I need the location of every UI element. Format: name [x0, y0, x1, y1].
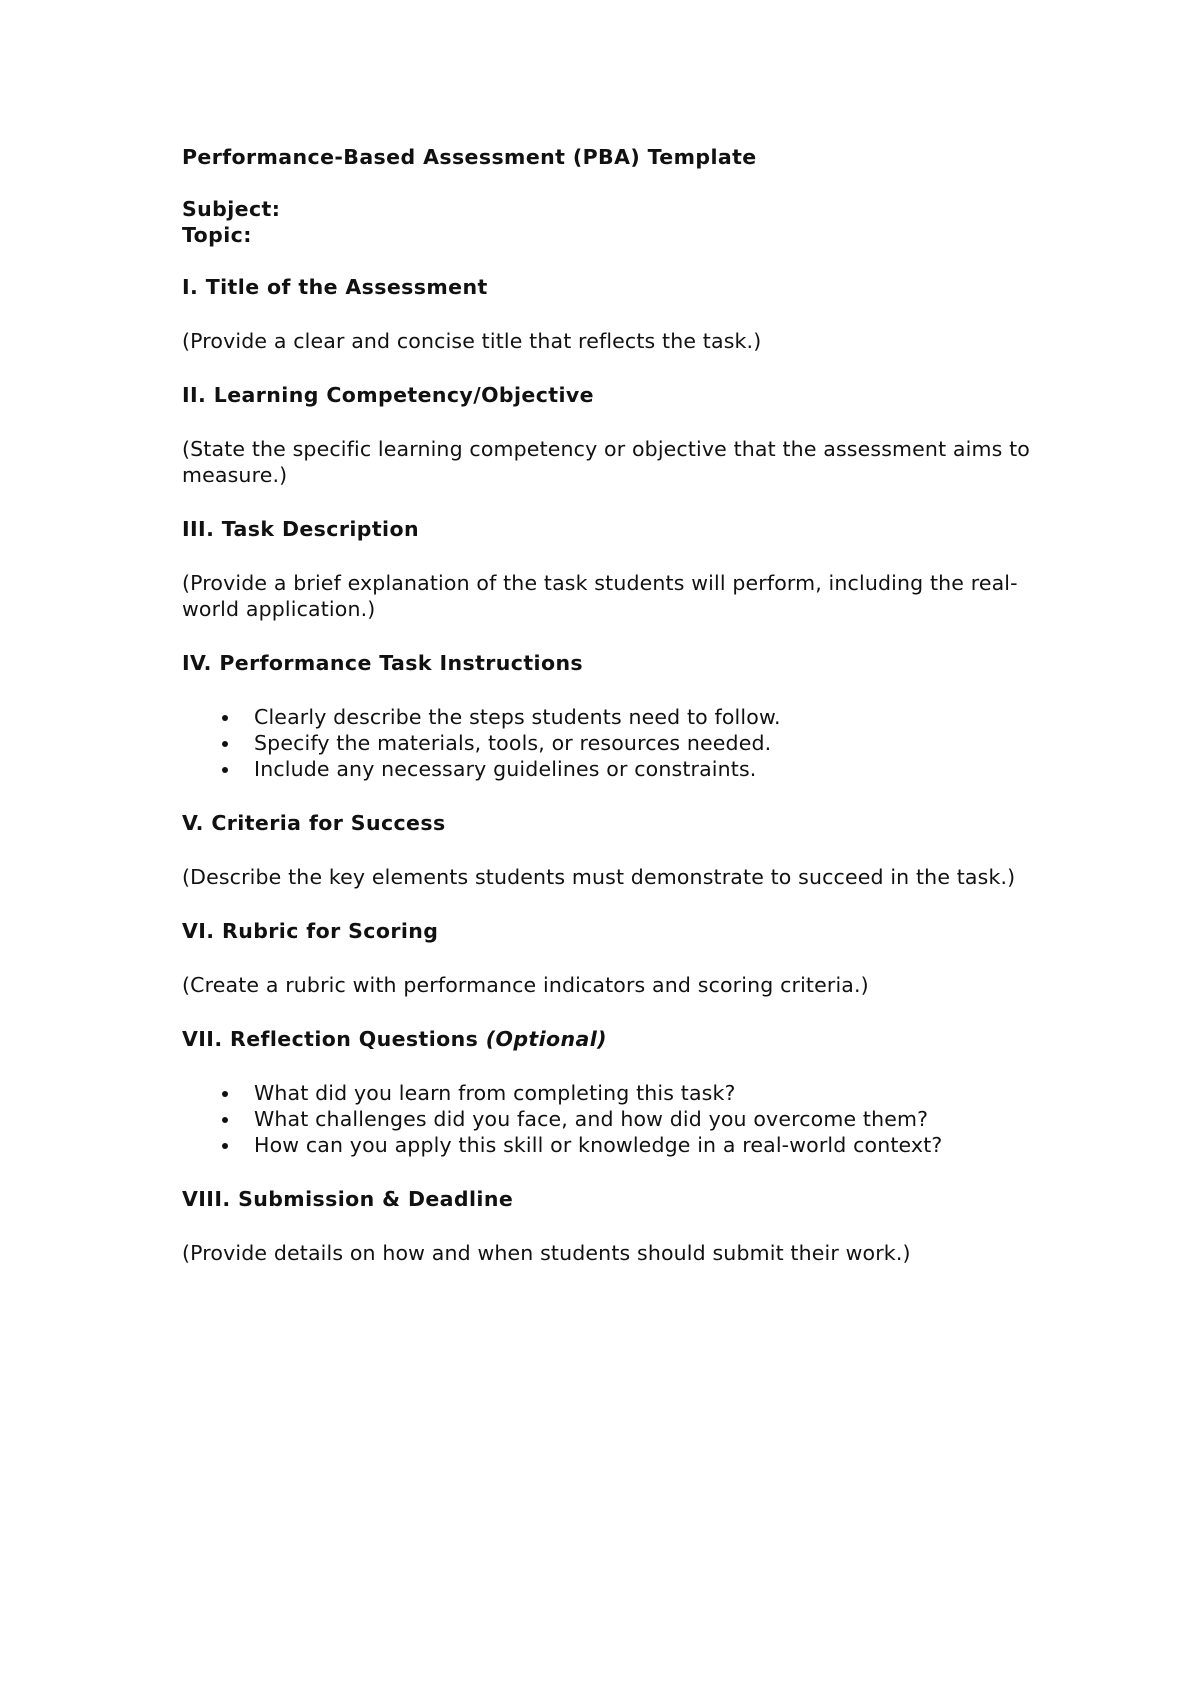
- bullet-icon: [222, 1117, 228, 1123]
- section-heading-instructions: IV. Performance Task Instructions: [182, 651, 584, 675]
- section-heading-competency: II. Learning Competency/Objective: [182, 383, 594, 407]
- optional-marker: (Optional): [485, 1027, 607, 1051]
- list-item: [182, 756, 1042, 782]
- section-body-competency: (State the specific learning competency or objective that the assessment aims to measure.): [182, 437, 1030, 487]
- topic-label: Topic:: [182, 223, 252, 247]
- bullet-icon: [222, 1143, 228, 1149]
- section-heading-reflection-text: VII. Reflection Questions: [182, 1027, 486, 1051]
- section-heading-criteria: V. Criteria for Success: [182, 811, 446, 835]
- subject-topic-fields: [182, 196, 1042, 248]
- section-body-submission: (Provide details on how and when students should submit their work.): [182, 1241, 911, 1265]
- list-item-text: What challenges did you face, and how did you overcome them?: [254, 1107, 929, 1131]
- list-item: [182, 1132, 1042, 1158]
- list-item: [182, 730, 1042, 756]
- section-body-rubric: (Create a rubric with performance indicators and scoring criteria.): [182, 973, 869, 997]
- list-item-text: How can you apply this skill or knowledge in a real-world context?: [254, 1133, 943, 1157]
- section-heading-title: I. Title of the Assessment: [182, 275, 488, 299]
- list-item: [182, 1106, 1042, 1132]
- document-page: [182, 144, 1042, 1294]
- bullet-icon: [222, 767, 228, 773]
- list-item: [182, 704, 1042, 730]
- bullet-icon: [222, 1091, 228, 1097]
- section-body-task-description: (Provide a brief explanation of the task students will perform, including the real-world application.): [182, 571, 1018, 621]
- list-item-text: What did you learn from completing this task?: [254, 1081, 736, 1105]
- list-item-text: Specify the materials, tools, or resources needed.: [254, 731, 772, 755]
- section-heading-submission: VIII. Submission & Deadline: [182, 1187, 514, 1211]
- list-item-text: Include any necessary guidelines or constraints.: [254, 757, 757, 781]
- bullet-icon: [222, 741, 228, 747]
- subject-label: Subject:: [182, 197, 281, 221]
- list-item-text: Clearly describe the steps students need to follow.: [254, 705, 781, 729]
- section-heading-rubric: VI. Rubric for Scoring: [182, 919, 439, 943]
- section-body-criteria: (Describe the key elements students must demonstrate to succeed in the task.): [182, 865, 1016, 889]
- instructions-list: [182, 704, 1042, 782]
- bullet-icon: [222, 715, 228, 721]
- reflection-questions-list: [182, 1080, 1042, 1158]
- document-title: Performance-Based Assessment (PBA) Template: [182, 145, 757, 169]
- list-item: [182, 1080, 1042, 1106]
- section-heading-task-description: III. Task Description: [182, 517, 419, 541]
- section-heading-reflection: [182, 1026, 1042, 1052]
- section-body-title: (Provide a clear and concise title that reflects the task.): [182, 329, 762, 353]
